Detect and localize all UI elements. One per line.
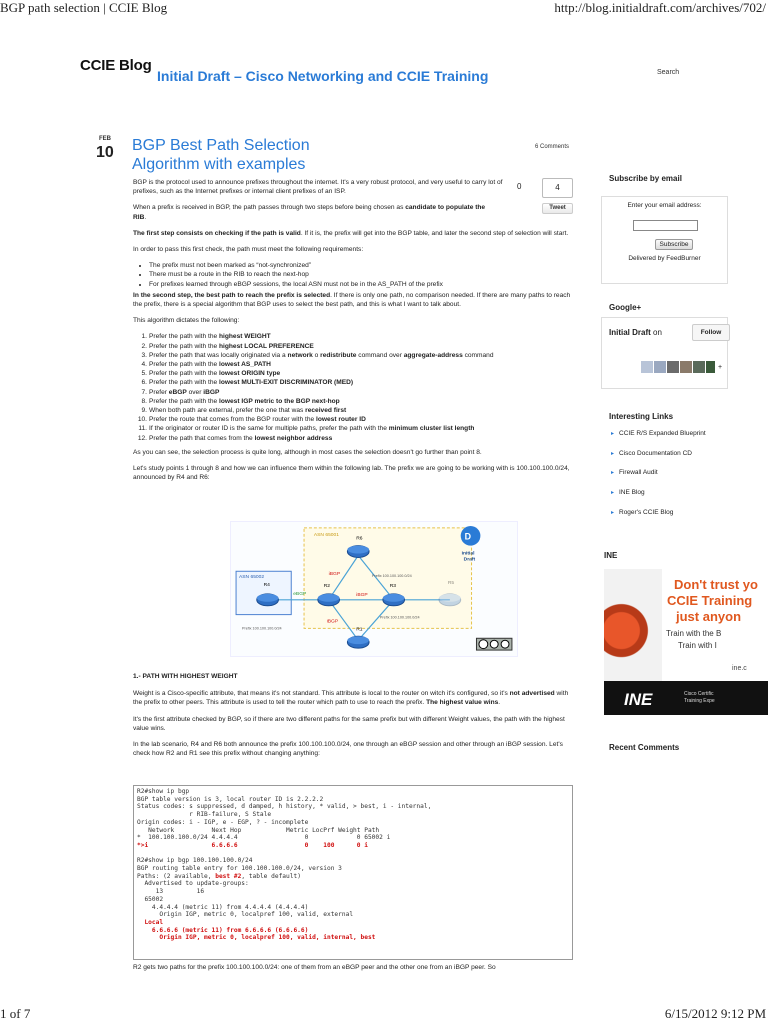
code-text: , table default)	[241, 872, 301, 880]
search-link[interactable]: Search	[657, 69, 680, 76]
recent-comments-heading: Recent Comments	[609, 743, 680, 752]
code-line: R2#show ip bgp	[137, 788, 190, 795]
selection-note: As you can see, the selection process is quite long, although in most cases the selection doesn't go further than point 8.	[133, 448, 482, 456]
share-count: 0	[517, 182, 522, 191]
feedburner-note[interactable]: Delivered by FeedBurner	[628, 255, 701, 262]
first-step-paragraph	[133, 229, 573, 238]
lab-topology-diagram	[230, 521, 518, 657]
step-text: If the originator or router ID is the same for multiple paths, prefer the path with the	[149, 425, 389, 433]
router-label: R3	[389, 584, 397, 590]
step-text: over	[186, 388, 204, 396]
ine-logo: INE	[624, 690, 653, 709]
intro-paragraph: BGP is the protocol used to announce prefixes throughout the internet. It's a very robust protocol, and very useful to carry lot of prefixes, such as the Internet prefixes or internal client prefixes of an ISP.	[133, 179, 503, 196]
links-heading: Interesting Links	[609, 412, 674, 421]
ibgp-label: iBGP	[328, 572, 341, 578]
step-bold: lowest MULTI-EXIT DISCRIMINATOR (MED)	[219, 379, 354, 387]
weight-section	[133, 672, 573, 765]
code-line: BGP routing table entry for 100.100.100.0/24, version 3	[137, 865, 342, 873]
list-item: • There must be a route in the RIB to reach the next-hop	[149, 270, 573, 279]
list-item	[138, 424, 573, 433]
code-line	[137, 873, 569, 881]
ebgp-label: eBGP	[293, 591, 307, 597]
second-step-bold: In the second step, the best path to reach the prefix is selected	[133, 291, 331, 299]
candidate-text-c: .	[144, 213, 147, 221]
step-bold: aggregate-address	[403, 351, 463, 359]
cli-output	[133, 785, 573, 960]
requirements-list	[149, 261, 573, 289]
step-number: 5.	[141, 370, 147, 378]
avatar[interactable]	[654, 361, 666, 373]
first-step-bold: The first step consists on checking if the path is valid	[133, 229, 301, 237]
weight-text: with the prefix to other peers. This attribute is used to tell the router which path to use to reach the prefix.	[133, 690, 569, 707]
code-line: R2#show ip bgp 100.100.100.0/24	[137, 857, 253, 865]
list-item: • For prefixes learned through eBGP sessions, the local ASN must not be in the AS_PATH of the prefix	[149, 280, 573, 289]
step-number: 10.	[137, 416, 147, 424]
code-line: * 100.100.100.0/24 4.4.4.4 0 0 65002 i	[137, 834, 391, 842]
requirements-intro: In order to pass this first check, the path must meet the following requirements:	[133, 246, 364, 254]
step-text: Prefer the path that comes from the	[149, 434, 255, 442]
print-datetime: 6/15/2012 9:12 PM	[664, 1006, 766, 1021]
candidate-text-a: When a prefix is received in BGP, the path passes through two steps before being chosen as	[133, 204, 406, 212]
router-label: R1	[356, 627, 363, 633]
interesting-links-list	[611, 430, 741, 528]
code-line: Origin codes: i - IGP, e - EGP, ? - incomplete	[137, 818, 309, 826]
candidate-paragraph	[133, 203, 493, 221]
ine-ad-banner[interactable]	[604, 569, 768, 715]
continuation-paragraph: R2 gets two paths for the prefix 100.100.100.0/24: one of them from an eBGP peer and the other one from an iBGP peer. So	[133, 964, 496, 971]
list-item	[142, 388, 573, 397]
avatar[interactable]	[706, 361, 715, 373]
router-label: R4	[263, 583, 270, 589]
algorithm-intro: This algorithm dictates the following:	[133, 317, 240, 325]
ad-bottom	[604, 681, 768, 715]
weight-bold: The highest value wins	[426, 699, 499, 707]
second-step-text: . If there is only one path, no comparison needed. If there are many paths to reach the prefix, there is a special algorithm that BGP uses to select the best path, and this is what I want to talk about.	[133, 291, 571, 309]
blog-tagline[interactable]: Initial Draft – Cisco Networking and CCIE Training	[157, 68, 489, 84]
step-text: Prefer the route that comes from the BGP router with the	[149, 416, 316, 424]
step-number: 11.	[138, 425, 147, 433]
step-number: 3.	[141, 351, 147, 359]
step-text: Prefer the path with the	[149, 370, 220, 378]
lab-intro: Let's study points 1 through 8 and how we can influence them within the following lab. The prefix we are going to be working with is 100.100.100.0/24, announced by R4 and R6:	[133, 465, 570, 482]
tweet-button[interactable]: Tweet	[542, 203, 573, 214]
list-item	[142, 360, 573, 369]
list-item: • The prefix must not been marked as “not-synchronized”	[149, 261, 573, 270]
ad-headline: just anyon	[676, 609, 742, 624]
share-count-box: 4	[542, 178, 573, 198]
second-step-paragraph	[133, 291, 573, 309]
first-step-text: . If it is, the prefix will get into the BGP table, and later the second step of selection will start.	[300, 229, 569, 237]
router-label: R5	[447, 581, 455, 587]
list-item	[137, 434, 573, 443]
svg-text:D: D	[464, 531, 472, 542]
step-number: 1.	[141, 333, 147, 341]
prefix-label: Prefix 100.100.100.0/24	[241, 626, 282, 631]
print-page-number: 1 of 7	[0, 1006, 31, 1021]
code-line: Origin IGP, metric 0, localpref 100, valid, external	[137, 911, 354, 919]
avatar[interactable]	[680, 361, 692, 373]
step-text: Prefer the path with the	[149, 397, 220, 405]
step-text: Prefer	[149, 388, 169, 396]
email-field[interactable]	[633, 220, 698, 231]
prefix-label: Prefix 100.100.100.0/24	[379, 615, 420, 620]
lab-scenario-paragraph: In the lab scenario, R4 and R6 both announce the prefix 100.100.100.0/24, one through an eBGP session and other through an iBGP session. Let's check how R2 and R1 see this prefix without changing anything:	[133, 741, 563, 758]
step-text: When both path are external, prefer the one that was	[149, 407, 306, 415]
ibgp-label: iBGP	[356, 592, 368, 598]
step-number: 2.	[141, 342, 147, 350]
step-bold: lowest neighbor address	[254, 434, 333, 442]
gplus-on-text: on	[650, 328, 662, 337]
email-label: Enter your email address:	[627, 202, 702, 209]
weight-text: Weight is a Cisco-specific attribute, that means it's not standard. This attribute is local to the router on witch it's configured, so it's	[133, 690, 510, 698]
prefix-label: Prefix 100.100.100.0/24	[372, 574, 412, 579]
list-item	[142, 351, 573, 360]
code-line: 65002	[137, 895, 164, 903]
gplus-heading: Google+	[609, 303, 642, 312]
list-item	[142, 397, 573, 406]
sidebar-link[interactable]: ▸ Roger's CCIE Blog	[611, 509, 741, 529]
asn-65001-label: ASN 65001	[313, 532, 340, 538]
list-item	[142, 378, 573, 387]
code-line: BGP table version is 3, local router ID is 2.2.2.2	[137, 795, 324, 803]
list-item	[142, 342, 573, 351]
list-item	[142, 332, 573, 341]
code-line: 4.4.4.4 (metric 11) from 4.4.4.4 (4.4.4.4)	[137, 903, 309, 911]
step-bold: received first	[305, 407, 347, 415]
sidebar-link[interactable]: ▸ Firewall Audit	[611, 469, 741, 489]
subscribe-heading: Subscribe by email	[609, 174, 682, 183]
ad-headline: CCIE Training	[667, 593, 753, 608]
gplus-name-text[interactable]: Initial Draft	[609, 328, 651, 337]
step-number: 7.	[141, 388, 147, 396]
sidebar-link[interactable]: ▸ CCIE R/S Expanded Blueprint	[611, 430, 741, 450]
step-bold: redistribute	[320, 351, 357, 359]
ad-top	[604, 569, 768, 681]
step-bold: minimum cluster list length	[388, 425, 475, 433]
code-line: 6.6.6.6 (metric 11) from 6.6.6.6 (6.6.6.6)	[137, 926, 309, 934]
code-line: Advertised to update-groups:	[137, 880, 249, 888]
avatar[interactable]	[641, 361, 653, 373]
ad-url: ine.c	[732, 665, 747, 672]
weight-paragraph	[133, 689, 573, 707]
ad-subline: Train with the B	[666, 629, 722, 638]
code-line: Network Next Hop Metric LocPrf Weight Path	[137, 826, 380, 834]
code-line: 13 16	[137, 888, 205, 896]
code-highlight: best #2	[215, 872, 242, 880]
sidebar-link[interactable]: ▸ Cisco Documentation CD	[611, 450, 741, 470]
gplus-more[interactable]: +	[718, 364, 723, 371]
selection-steps	[137, 332, 573, 442]
step-number: 9.	[141, 407, 147, 415]
list-item	[142, 406, 573, 415]
step-bold: lowest IGP metric to the BGP next-hop	[219, 397, 340, 405]
code-text: Paths: (2 available,	[137, 872, 216, 880]
ibgp-label: iBGP	[326, 619, 339, 625]
step-text: command	[462, 351, 494, 359]
asn-65002-label: ASN 65002	[239, 575, 265, 581]
logo-text: Initial	[461, 551, 475, 557]
code-line	[137, 850, 569, 858]
weight-text: .	[498, 699, 501, 707]
code-line: Status codes: s suppressed, d damped, h history, * valid, > best, i - internal,	[137, 803, 432, 811]
code-line: Origin IGP, metric 0, localpref 100, valid, internal, best	[137, 934, 376, 942]
ad-cert-line: Cisco Certific	[684, 691, 714, 697]
print-url: http://blog.initialdraft.com/archives/702/	[554, 0, 766, 15]
print-page-title: BGP path selection | CCIE Blog	[0, 0, 168, 15]
step-bold: highest WEIGHT	[219, 333, 271, 341]
logo-text: Draft	[463, 557, 476, 563]
code-line: *>i 6.6.6.6 0 100 0 i	[137, 841, 368, 849]
step-number: 12.	[137, 434, 147, 442]
code-line: r RIB-failure, S Stale	[137, 811, 272, 819]
follow-button[interactable]: Follow	[692, 324, 730, 341]
step-text: Prefer the path that was locally originated via a	[149, 351, 288, 359]
weight-first-paragraph: It's the first attribute checked by BGP, so if there are two different paths for the same prefix but with different Weight values, the path with the highest value wins.	[133, 715, 565, 732]
step-bold: network	[287, 351, 313, 359]
cable-image	[604, 569, 662, 681]
step-number: 6.	[141, 379, 147, 387]
section-title: 1.- PATH WITH HIGHEST WEIGHT	[133, 673, 238, 680]
post-date-month: FEB	[99, 136, 111, 142]
post-body	[133, 178, 573, 489]
list-item	[142, 369, 573, 378]
step-bold: iBGP	[203, 388, 220, 396]
step-bold: lowest ORIGIN type	[219, 370, 281, 378]
step-text: Prefer the path with the	[149, 333, 220, 341]
ine-heading: INE	[604, 551, 618, 560]
avatar[interactable]	[667, 361, 679, 373]
blog-name[interactable]: CCIE Blog	[80, 57, 152, 74]
step-text: Prefer the path with the	[149, 361, 220, 369]
ad-subline: Train with I	[678, 641, 717, 650]
step-text: command over	[356, 351, 404, 359]
step-bold: lowest AS_PATH	[219, 361, 271, 369]
step-bold: highest LOCAL PREFERENCE	[219, 342, 314, 350]
router-label: R2	[323, 584, 331, 590]
step-text: o	[312, 351, 321, 359]
weight-bold: not advertised	[509, 690, 555, 698]
post-date-day: 10	[96, 144, 114, 161]
subscribe-button[interactable]: Subscribe	[655, 239, 693, 250]
code-line: Local	[137, 918, 164, 926]
candidate-text-b: candidate to populate the RIB	[133, 204, 486, 221]
step-number: 4.	[141, 361, 147, 369]
post-title[interactable]: BGP Best Path Selection Algorithm with examples	[132, 137, 310, 173]
router-label: R6	[356, 536, 363, 542]
creative-commons-badge	[476, 638, 511, 650]
sidebar-link[interactable]: ▸ INE Blog	[611, 489, 741, 509]
ad-cert-text	[684, 691, 715, 705]
comments-link[interactable]: 6 Comments	[535, 144, 570, 150]
avatar[interactable]	[693, 361, 705, 373]
step-bold: lowest router ID	[316, 416, 366, 424]
ad-cert-line: Training Expe	[684, 698, 715, 704]
list-item	[137, 415, 573, 424]
step-text: Prefer the path with the	[149, 379, 220, 387]
ad-headline: Don't trust yo	[674, 577, 758, 592]
step-bold: eBGP	[168, 388, 187, 396]
step-number: 8.	[141, 397, 147, 405]
step-text: Prefer the path with the	[149, 342, 220, 350]
gplus-name[interactable]	[609, 328, 662, 337]
